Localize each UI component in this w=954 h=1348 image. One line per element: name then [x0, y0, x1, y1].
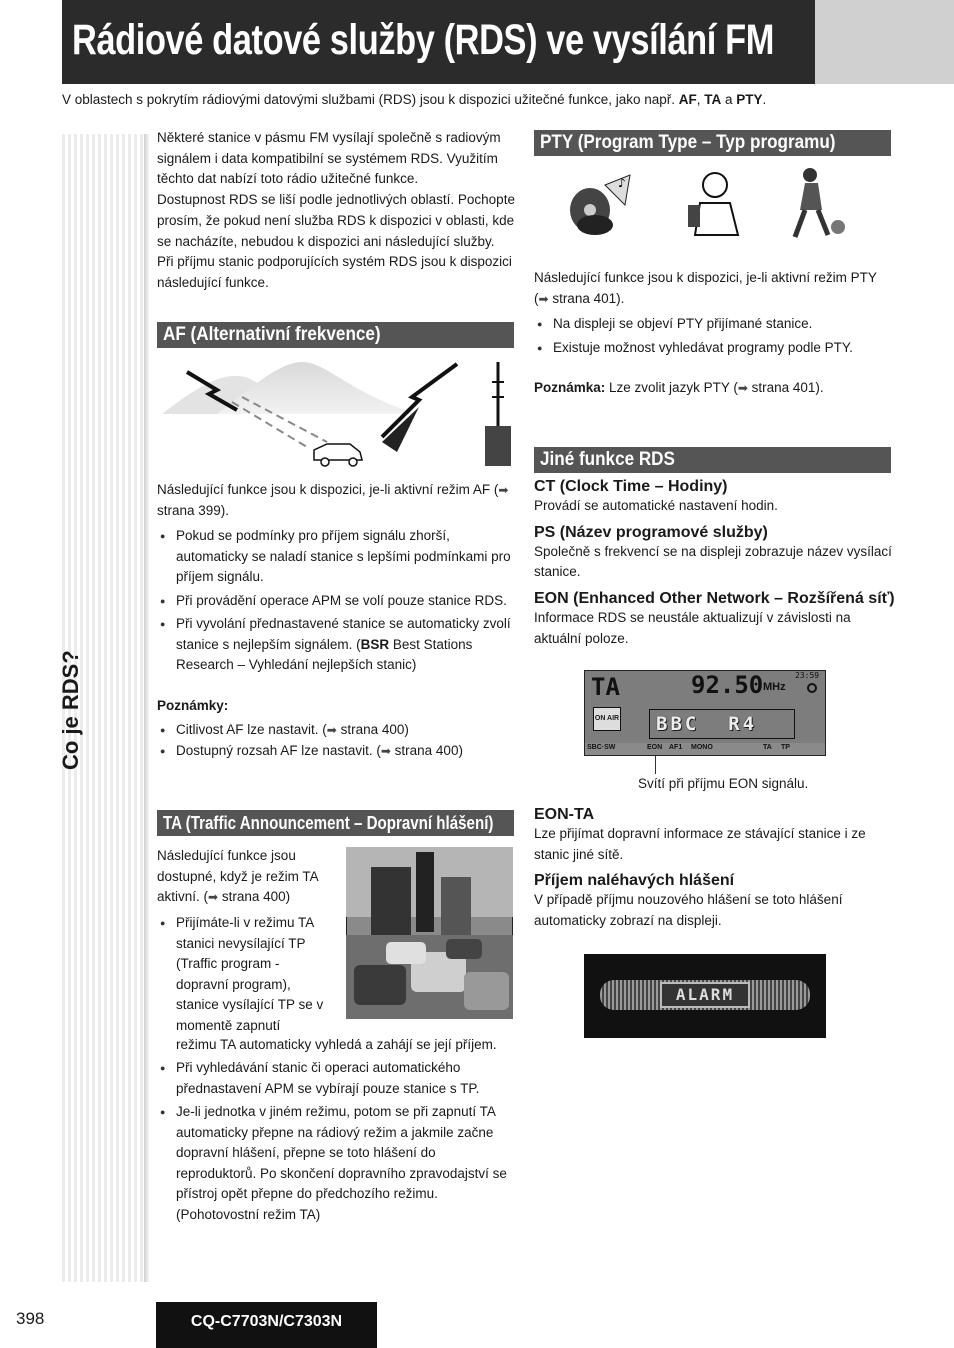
list-item: ● Existuje možnost vyhledávat programy podle PTY.	[534, 338, 894, 359]
other-functions-top	[534, 478, 899, 650]
arrow-right-icon: ➡	[208, 890, 219, 905]
eon-text: Informace RDS se neustále aktualizují v závislosti na aktuální poloze.	[534, 610, 851, 646]
arrow-right-icon: ➡	[326, 723, 337, 737]
list-item: ● Na displeji se objeví PTY přijímané stanice.	[534, 314, 894, 335]
side-label: Co je RDS?	[58, 650, 83, 770]
indicator-af1: AF1	[669, 744, 683, 751]
page-title: Rádiové datové služby (RDS) ve vysílání FM	[72, 16, 774, 64]
building	[441, 877, 471, 937]
sports-player-icon	[795, 168, 845, 237]
arrow-right-icon: ➡	[538, 291, 549, 306]
intro-paragraph-1: Některé stanice v pásmu FM vysílají společně s radiovým signálem i data kompatibilní se systémem RDS. Využitím těchto dat nabízí toto rádio užitečné funkce.	[157, 130, 501, 187]
af-heading: AF (Alternativní frekvence)	[157, 322, 514, 348]
display-unit: MHz	[763, 681, 786, 693]
ct-text: Provádí se automatické nastavení hodin.	[534, 498, 778, 513]
eon-title: EON (Enhanced Other Network – Rozšířená síť)	[534, 590, 895, 608]
intro-text: V oblastech s pokrytím rádiovými datovými službami (RDS) jsou k dispozici užitečné funkce, jako např. AF, TA a PTY.	[62, 92, 767, 107]
music-speaker-icon	[570, 175, 630, 235]
list-item: ● Při provádění operace APM se volí pouze stanice RDS.	[157, 591, 512, 612]
list-item: ● Při vyhledávání stanic či operaci automatického přednastavení APM se vybírají pouze stanice s TP.	[157, 1058, 512, 1099]
ta-bullet-1-continued: režimu TA automaticky vyhledá a zahájí se její příjem.	[176, 1037, 497, 1052]
list-item: ● Přijímáte-li v režimu TA stanici nevysílající TP (Traffic program - dopravní program), stanice vysílající TP se v momentě zapnutí	[157, 913, 332, 1036]
urgent-text: V případě příjmu nouzového hlášení se toto hlášení automaticky zobrazí na displeji.	[534, 892, 843, 929]
other-functions-bottom	[534, 806, 894, 932]
eon-ta-title: EON-TA	[534, 806, 595, 823]
list-item: ● Je-li jednotka v jiném režimu, potom se při zapnutí TA automaticky přepne na rádiový režim a jakmile začne dopravní hlášení, přepne se toto hlášení do reproduktorů. Po skončení dopravního zpravodajství se přístroj opět přepne do předchozího režimu. (Pohotovostní režim TA)	[157, 1102, 512, 1225]
ta-bullets	[157, 1058, 512, 1228]
indicator-eon: EON	[647, 744, 663, 751]
ps-title: PS (Název programové služby)	[534, 523, 768, 541]
alarm-text: ALARM	[660, 982, 750, 1008]
ta-heading: TA (Traffic Announcement – Dopravní hlášení)	[157, 810, 514, 836]
pty-heading: PTY (Program Type – Typ programu)	[534, 130, 891, 156]
svg-text:♪: ♪	[618, 176, 626, 190]
af-notes	[157, 720, 512, 764]
model-label: CQ-C7703N/C7303N	[156, 1302, 377, 1348]
list-item: ● Dostupný rozsah AF lze nastavit. (➡ strana 400)	[157, 741, 512, 762]
display-indicator-row	[585, 743, 825, 755]
list-item: ● Citlivost AF lze nastavit. (➡ strana 400)	[157, 720, 512, 741]
ps-text: Společně s frekvencí se na displeji zobrazuje název vysílací stanice.	[534, 543, 892, 580]
page-number: 398	[16, 1309, 45, 1328]
af-bullets	[157, 526, 512, 679]
display-frequency: 92.50	[691, 671, 764, 699]
callout-line	[655, 756, 656, 774]
urgent-title: Příjem naléhavých hlášení	[534, 872, 735, 890]
ct-title: CT (Clock Time – Hodiny)	[534, 478, 728, 495]
list-item: ● Při vyvolání přednastavené stanice se automaticky zvolí stanice s nejlepším signálem. (BSR Best Stations Research – Vyhledání nejlepších stanic)	[157, 614, 512, 676]
cd-icon	[807, 683, 817, 693]
title-bar	[62, 0, 815, 84]
building	[416, 852, 434, 932]
indicator-mono: MONO	[691, 744, 713, 751]
on-air-badge: ON AIR	[593, 707, 621, 731]
arrow-right-icon: ➡	[498, 483, 509, 497]
list-item: ● Pokud se podmínky pro příjem signálu zhorší, automaticky se naladí stanice s lepšími podmínkami pro příjem signálu.	[157, 526, 512, 588]
display-caption: Svítí při příjmu EON signálu.	[638, 776, 809, 791]
title-tab-decoration	[815, 0, 954, 84]
arrow-right-icon: ➡	[737, 381, 748, 395]
antenna-tower	[485, 362, 511, 466]
ta-bullet-1	[157, 913, 332, 1039]
arrow-right-icon: ➡	[380, 743, 391, 758]
news-anchor-icon	[688, 173, 738, 235]
pty-bullets	[534, 314, 894, 361]
pty-note: Poznámka: Lze zvolit jazyk PTY (➡ strana 401).	[534, 380, 824, 395]
display-mode: TA	[591, 673, 620, 701]
indicator-sbc-sw: SBC·SW	[587, 744, 616, 751]
other-heading: Jiné funkce RDS	[534, 447, 891, 473]
side-shadow	[144, 134, 150, 1282]
building	[371, 867, 411, 942]
pty-illustration	[560, 165, 890, 245]
af-notes-title: Poznámky:	[157, 698, 229, 713]
intro-paragraph-3: Při příjmu stanic podporujících systém RDS jsou k dispozici následující funkce.	[157, 254, 512, 290]
signal-bolt-right	[382, 364, 457, 437]
left-intro	[157, 128, 517, 294]
display-clock: 23:59	[795, 671, 820, 680]
pty-intro: Následující funkce jsou k dispozici, je-li aktivní režim PTY (➡ strana 401).	[534, 270, 877, 306]
ta-intro: Následující funkce jsou dostupné, když je režim TA aktivní. (➡ strana 400)	[157, 848, 318, 905]
indicator-tp: TP	[781, 744, 790, 751]
eon-ta-text: Lze přijímat dopravní informace ze stávající stanice i ze stanic jiné sítě.	[534, 826, 866, 862]
traffic-jam-image	[346, 847, 513, 1019]
indicator-ta: TA	[763, 744, 772, 751]
af-intro: Následující funkce jsou k dispozici, je-li aktivní režim AF (➡ strana 399).	[157, 482, 509, 518]
intro-paragraph-2: Dostupnost RDS se liší podle jednotlivých oblastí. Pochopte prosím, že pokud není služba RDS k dispozici v oblasti, kde se nacházíte, nebudou k dispozici ani následující služby.	[157, 192, 515, 249]
car-icon	[314, 444, 362, 466]
alarm-display	[584, 954, 826, 1038]
af-illustration	[157, 352, 514, 474]
display-station-name: BBC R4	[649, 709, 795, 739]
radio-display	[584, 670, 826, 756]
